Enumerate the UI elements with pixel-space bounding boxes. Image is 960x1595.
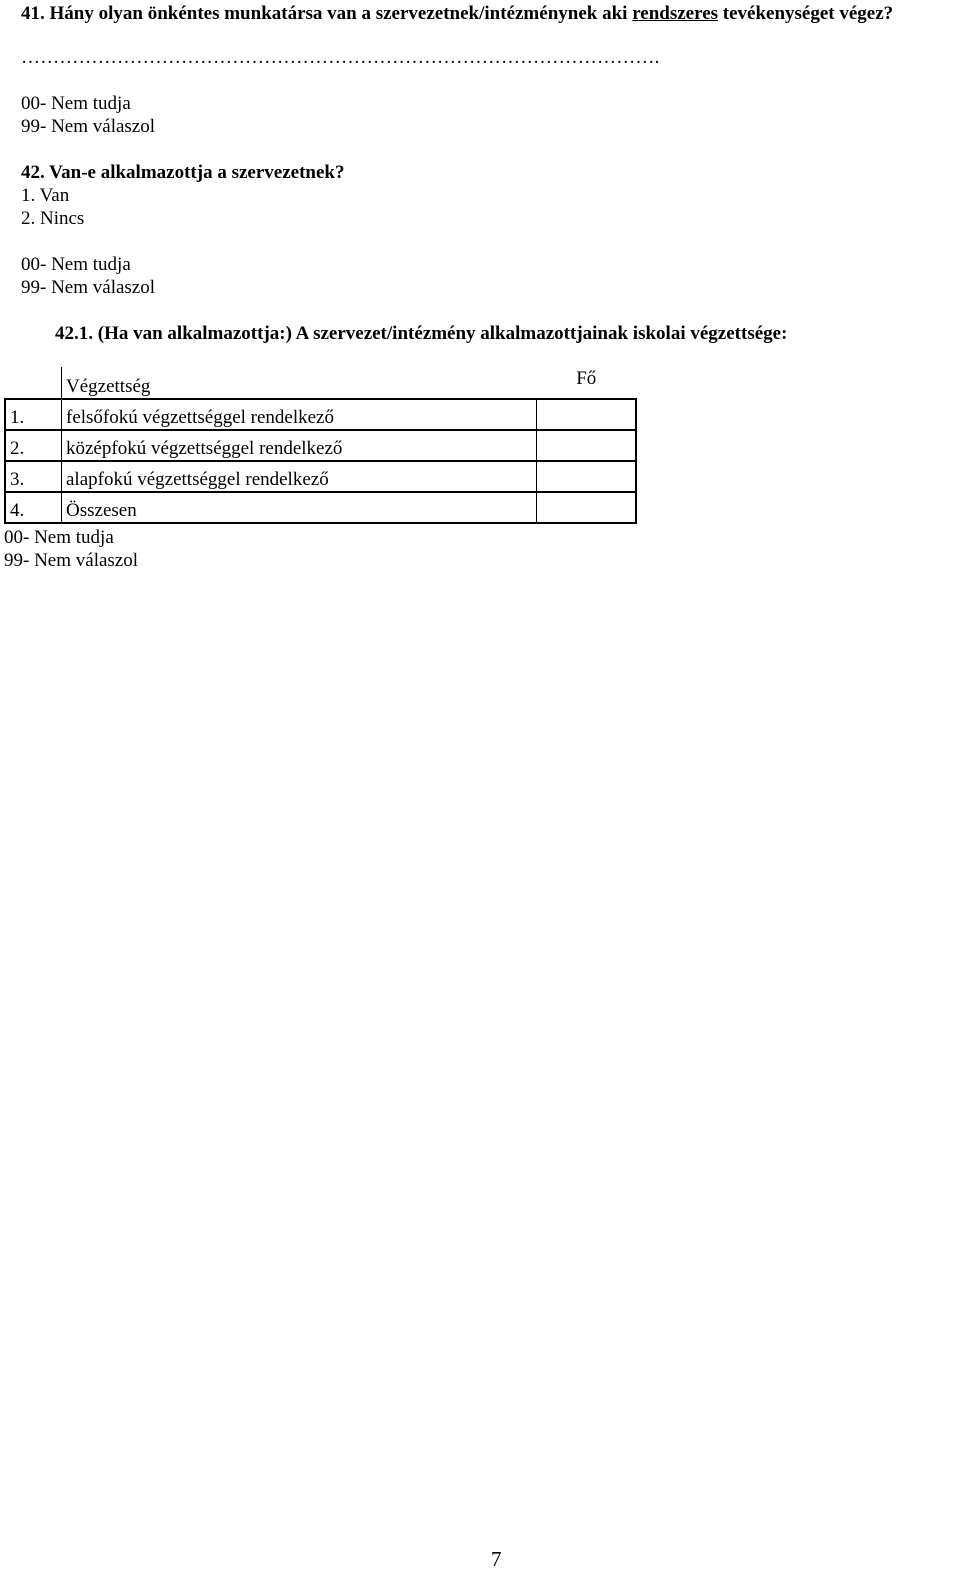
option-nem-tudja: 00- Nem tudja <box>21 93 131 114</box>
question-42: 42. Van-e alkalmazottja a szervezetnek? <box>21 162 345 183</box>
row-number: 1. <box>5 399 62 430</box>
row-label: alapfokú végzettséggel rendelkező <box>62 461 537 492</box>
table-header-num <box>5 367 62 399</box>
row-value-cell[interactable] <box>537 461 637 492</box>
table-row <box>5 430 636 461</box>
table-row <box>5 492 636 523</box>
option-van: 1. Van <box>21 185 70 206</box>
table-header-row <box>5 367 636 399</box>
question-41-underlined: rendszeres <box>632 3 719 24</box>
option-nem-valaszol: 99- Nem válaszol <box>4 550 139 571</box>
question-41-suffix: tevékenységet végez? <box>718 3 894 24</box>
table-row <box>5 399 636 430</box>
row-number: 4. <box>5 492 62 523</box>
row-value-cell[interactable] <box>537 399 637 430</box>
education-table <box>4 367 637 524</box>
question-41 <box>21 2 893 25</box>
row-label: Összesen <box>62 492 537 523</box>
table-row <box>5 461 636 492</box>
option-nem-tudja: 00- Nem tudja <box>21 254 131 275</box>
row-label: középfokú végzettséggel rendelkező <box>62 430 537 461</box>
row-label: felsőfokú végzettséggel rendelkező <box>62 399 537 430</box>
page-number: 7 <box>491 1547 502 1571</box>
row-number: 3. <box>5 461 62 492</box>
option-nincs: 2. Nincs <box>21 208 85 229</box>
option-nem-tudja: 00- Nem tudja <box>4 527 114 548</box>
option-nem-valaszol: 99- Nem válaszol <box>21 277 156 298</box>
table-header-fo: Fő <box>576 368 597 389</box>
question-41-prefix: 41. Hány olyan önkéntes munkatársa van a szervezetnek/intézménynek aki <box>21 3 633 24</box>
row-value-cell[interactable] <box>537 430 637 461</box>
question-42-1: 42.1. (Ha van alkalmazottja:) A szervezet/intézmény alkalmazottjainak iskolai végzettsége: <box>55 323 788 344</box>
option-nem-valaszol: 99- Nem válaszol <box>21 116 156 137</box>
table-header-vegzettseg: Végzettség <box>62 367 537 399</box>
row-value-cell[interactable] <box>537 492 637 523</box>
answer-line: ………………………………………………………………………………………. <box>21 47 660 68</box>
row-number: 2. <box>5 430 62 461</box>
